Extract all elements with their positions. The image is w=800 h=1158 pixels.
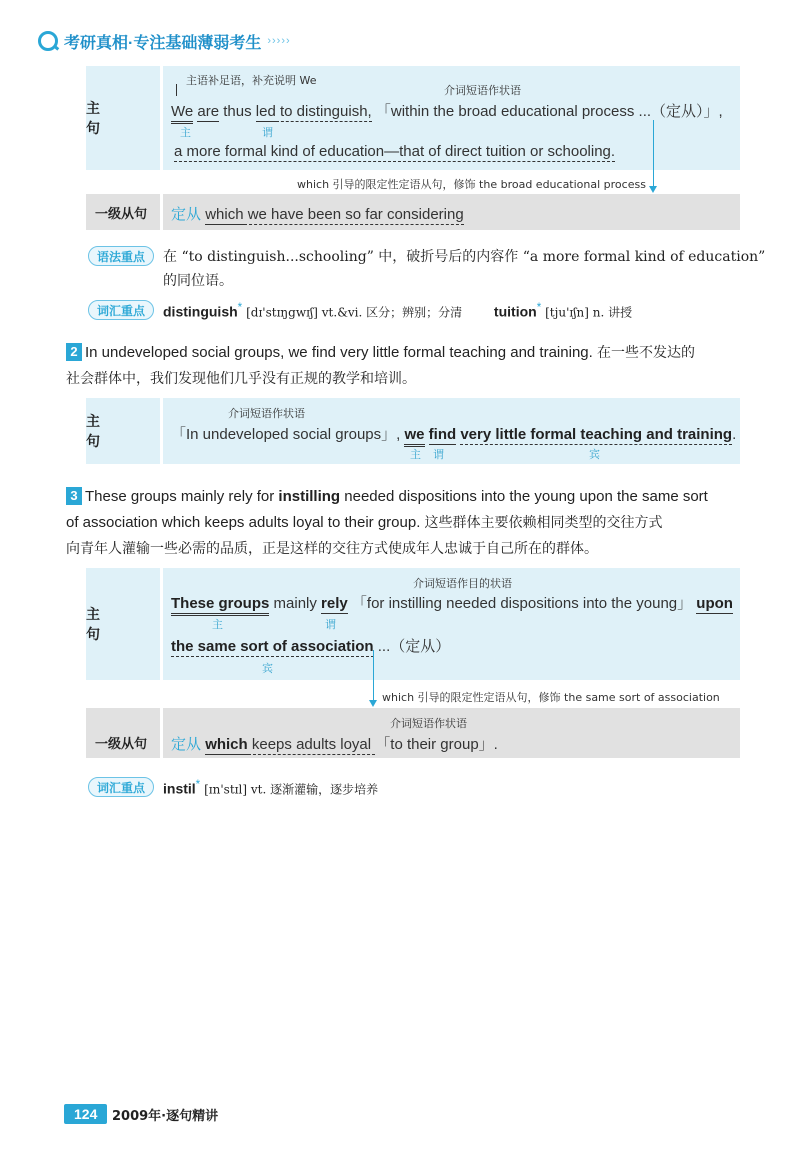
vocab2-pron1: [ɪn'stɪl] <box>204 782 247 797</box>
s3-upon: upon <box>696 595 733 612</box>
grammar-note-tag: 语法重点 <box>88 246 154 266</box>
s3-line2 <box>171 635 450 656</box>
s3-main-label: 主 句 <box>86 606 114 642</box>
vocab2-line <box>163 778 378 798</box>
s1-arrow-line <box>653 120 654 186</box>
vocab2-tag: 词汇重点 <box>88 777 154 797</box>
header-arrows: ››››› <box>267 35 291 47</box>
s3-line1 <box>171 592 733 613</box>
s3-verb-rely: rely <box>321 595 348 612</box>
s3-line2-obj: the same sort of association <box>171 638 374 655</box>
s3-arrow-line <box>373 650 374 700</box>
p2-paragraph <box>66 340 742 392</box>
s2-role-zhu: 主 <box>410 448 421 461</box>
s1-line1 <box>171 100 723 121</box>
vocab1-star1: * <box>237 301 243 314</box>
vocab1-tag: 词汇重点 <box>88 300 154 320</box>
s3-ann-which: which 引导的限定性定语从句，修饰 the same sort of association <box>382 691 720 704</box>
s2-line <box>171 423 736 444</box>
p3-zh1: 这些群体主要依赖相同类型的交往方式 <box>424 515 663 531</box>
s1-ann-prep: 介词短语作状语 <box>444 84 521 97</box>
s3-sub-period: . <box>493 736 498 753</box>
p3-number: 3 <box>66 487 82 505</box>
logo-q-icon <box>38 31 58 51</box>
grammar-note-text2: 的同位语。 <box>163 273 233 289</box>
grammar-note-text1: 在 “to distinguish...schooling” 中，破折号后的内容作 “a more formal kind of education” <box>163 249 766 265</box>
s1-ann-line <box>176 84 177 96</box>
vocab2-star1: * <box>195 778 201 791</box>
s3-role-wei: 谓 <box>325 618 336 631</box>
s3-ann-sub-prep: 介词短语作状语 <box>390 717 467 730</box>
s2-verb-find: find <box>428 426 457 443</box>
s2-subject-we: we <box>404 426 424 447</box>
s1-sub-label: 一级从句 <box>94 205 147 221</box>
s1-sub-which: which <box>205 206 244 223</box>
p2-number: 2 <box>66 343 82 361</box>
s1-verb-are: are <box>197 103 220 120</box>
s1-thus: thus <box>219 103 256 120</box>
s1-subject-we: We <box>171 103 193 124</box>
s1-role-wei: 谓 <box>262 126 273 139</box>
s3-sub-rest: keeps adults loyal <box>247 736 376 753</box>
s3-sub-label: 一级从句 <box>94 735 147 751</box>
s1-sub-dingcong: 定从 <box>171 206 202 223</box>
s2-role-bin: 宾 <box>589 448 600 461</box>
vocab1-word2: tuition <box>493 303 537 320</box>
vocab1-line <box>163 301 632 321</box>
p3-en-c: of association which keeps adults loyal to their group. <box>66 514 421 531</box>
s1-sub-rest: we have been so far considering <box>243 206 464 223</box>
vocab2-word1: instil <box>163 780 196 797</box>
footer-title: 2009年·逐句精讲 <box>112 1109 219 1124</box>
s3-mainly: mainly <box>269 595 322 612</box>
s1-line2-text: a more formal kind of education—that of direct tuition or schooling. <box>174 143 616 160</box>
vocab1-pron2: [tju'ɪʃn] <box>545 305 589 320</box>
s2-role-wei: 谓 <box>433 448 444 461</box>
page-number: 124 <box>64 1104 107 1124</box>
s3-sub-dingcong: 定从 <box>171 736 202 753</box>
s2-ann-prep: 介词短语作状语 <box>228 407 305 420</box>
s3-line2-tail: ...（定从） <box>373 638 451 655</box>
s3-prep-bracket: 「for instilling needed dispositions into the young」 <box>351 595 693 612</box>
vocab1-def1: vt.&vi. 区分；辨别；分清 <box>321 305 463 320</box>
vocab1-def2: n. 讲授 <box>592 305 633 320</box>
p3-zh2: 向青年人灌输一些必需的品质，正是这样的交往方式使成年人忠诚于自己所在的群体。 <box>66 541 598 557</box>
s3-role-zhu: 主 <box>212 618 223 631</box>
vocab1-pron1: [dɪ'stɪŋgwɪʃ] <box>246 305 318 320</box>
s3-sub-bracket: 「to their group」 <box>375 736 494 753</box>
s1-to-distinguish: to distinguish, <box>275 103 372 120</box>
p3-paragraph <box>66 484 742 562</box>
s3-subject: These groups <box>171 595 269 616</box>
s3-sub-which: which <box>205 736 248 753</box>
s1-sub-clause <box>171 203 464 224</box>
s2-object: very little formal teaching and training <box>460 426 733 443</box>
s3-sub-clause <box>171 733 498 754</box>
vocab2-def1: vt. 逐渐灌输，逐步培养 <box>250 782 379 797</box>
s1-arrow-down-icon <box>649 186 657 193</box>
s1-main-label: 主 句 <box>86 100 114 136</box>
s2-main-label: 主 句 <box>86 413 114 449</box>
s1-ann-subject-comp: 主语补足语，补充说明 We <box>186 74 317 87</box>
s3-arrow-down-icon <box>369 700 377 707</box>
p3-en-a: These groups mainly rely for <box>85 488 279 505</box>
p3-en-bold: instilling <box>278 488 341 505</box>
s2-period: . <box>732 426 737 443</box>
p2-en: In undeveloped social groups, we find very little formal teaching and training. <box>85 344 593 361</box>
s3-role-bin: 宾 <box>262 662 273 675</box>
s1-prep-bracket: 「within the broad educational process ...（定从）」, <box>375 103 723 120</box>
p3-en-b: needed dispositions into the young upon the same sort <box>340 488 708 505</box>
s1-role-zhu: 主 <box>180 126 191 139</box>
vocab1-word1: distinguish <box>163 303 238 320</box>
s2-prep-bracket: 「In undeveloped social groups」, <box>171 426 401 443</box>
vocab1-star2: * <box>536 301 542 314</box>
header-brand: 考研真相·专注基础薄弱考生 <box>64 34 262 52</box>
s1-ann-which: which 引导的限定性定语从句，修饰 the broad educational process <box>297 178 646 191</box>
s1-verb-led: led <box>255 103 276 120</box>
p2-zh1: 在一些不发达的 <box>596 345 695 361</box>
s3-ann-prep: 介词短语作目的状语 <box>413 577 512 590</box>
s1-line2 <box>174 143 615 160</box>
header <box>38 30 291 52</box>
p2-zh2: 社会群体中，我们发现他们几乎没有正规的教学和培训。 <box>66 371 416 387</box>
